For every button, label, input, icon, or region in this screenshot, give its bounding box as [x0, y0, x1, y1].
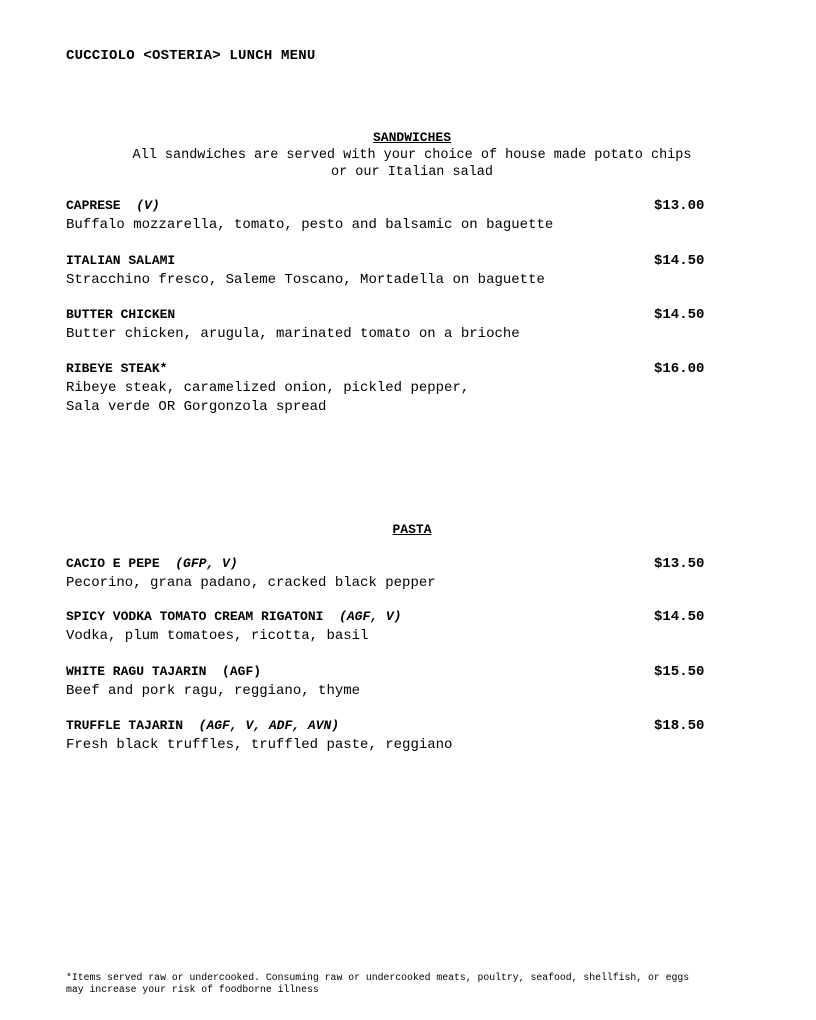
- menu-item-white-ragu-tajarin: [66, 664, 716, 701]
- item-name: BUTTER CHICKEN: [66, 307, 176, 322]
- menu-item-cacio-e-pepe: [66, 556, 716, 593]
- item-tags: (GFP, V): [175, 556, 238, 571]
- menu-item-spicy-vodka-rigatoni: [66, 609, 716, 646]
- item-description: Buffalo mozzarella, tomato, pesto and balsamic on baguette: [66, 217, 554, 233]
- item-price: $13.50: [654, 556, 705, 572]
- item-name: CAPRESE (V): [66, 198, 160, 213]
- item-price: $16.00: [654, 361, 705, 377]
- item-name: RIBEYE STEAK*: [66, 361, 168, 376]
- item-description: Beef and pork ragu, reggiano, thyme: [66, 683, 361, 699]
- disclaimer-line-2: may increase your risk of foodborne illness: [66, 984, 319, 995]
- item-description: Fresh black truffles, truffled paste, reggiano: [66, 737, 453, 753]
- item-description: Butter chicken, arugula, marinated tomato on a brioche: [66, 326, 520, 342]
- pasta-heading: PASTA: [392, 522, 432, 537]
- item-tags: (AGF, V, ADF, AVN): [198, 718, 340, 733]
- menu-item-truffle-tajarin: [66, 718, 716, 755]
- item-tags: (V): [136, 198, 160, 213]
- menu-item-ribeye-steak: [66, 361, 716, 416]
- raw-food-disclaimer: [66, 972, 766, 996]
- item-price: $14.50: [654, 253, 705, 269]
- sandwiches-note-line-2: or our Italian salad: [330, 165, 494, 180]
- menu-title: CUCCIOLO <OSTERIA> LUNCH MENU: [66, 48, 316, 64]
- sandwiches-note-line-1: All sandwiches are served with your choice of house made potato chips: [132, 148, 692, 163]
- item-name: ITALIAN SALAMI: [66, 253, 176, 268]
- item-price: $14.50: [654, 609, 705, 625]
- item-price: $14.50: [654, 307, 705, 323]
- item-name: WHITE RAGU TAJARIN (AGF): [66, 664, 262, 679]
- menu-item-caprese: [66, 198, 716, 235]
- sandwiches-heading: SANDWICHES: [372, 130, 451, 145]
- menu-item-italian-salami: [66, 253, 716, 290]
- item-price: $13.00: [654, 198, 705, 214]
- item-name: CACIO E PEPE (GFP, V): [66, 556, 238, 571]
- item-price: $15.50: [654, 664, 705, 680]
- item-tags: (AGF, V): [339, 609, 402, 624]
- menu-item-butter-chicken: [66, 307, 716, 344]
- item-tags: (AGF): [222, 664, 262, 679]
- item-name: TRUFFLE TAJARIN (AGF, V, ADF, AVN): [66, 718, 340, 733]
- item-description: Vodka, plum tomatoes, ricotta, basil: [66, 628, 369, 644]
- item-description: Stracchino fresco, Saleme Toscano, Mortadella on baguette: [66, 272, 545, 288]
- disclaimer-line-1: *Items served raw or undercooked. Consuming raw or undercooked meats, poultry, seafood, shellfish, or eggs: [66, 972, 690, 983]
- item-name: SPICY VODKA TOMATO CREAM RIGATONI (AGF, V): [66, 609, 402, 624]
- item-description: Ribeye steak, caramelized onion, pickled pepper, Sala verde OR Gorgonzola spread: [66, 380, 470, 415]
- item-description: Pecorino, grana padano, cracked black pepper: [66, 575, 436, 591]
- item-price: $18.50: [654, 718, 705, 734]
